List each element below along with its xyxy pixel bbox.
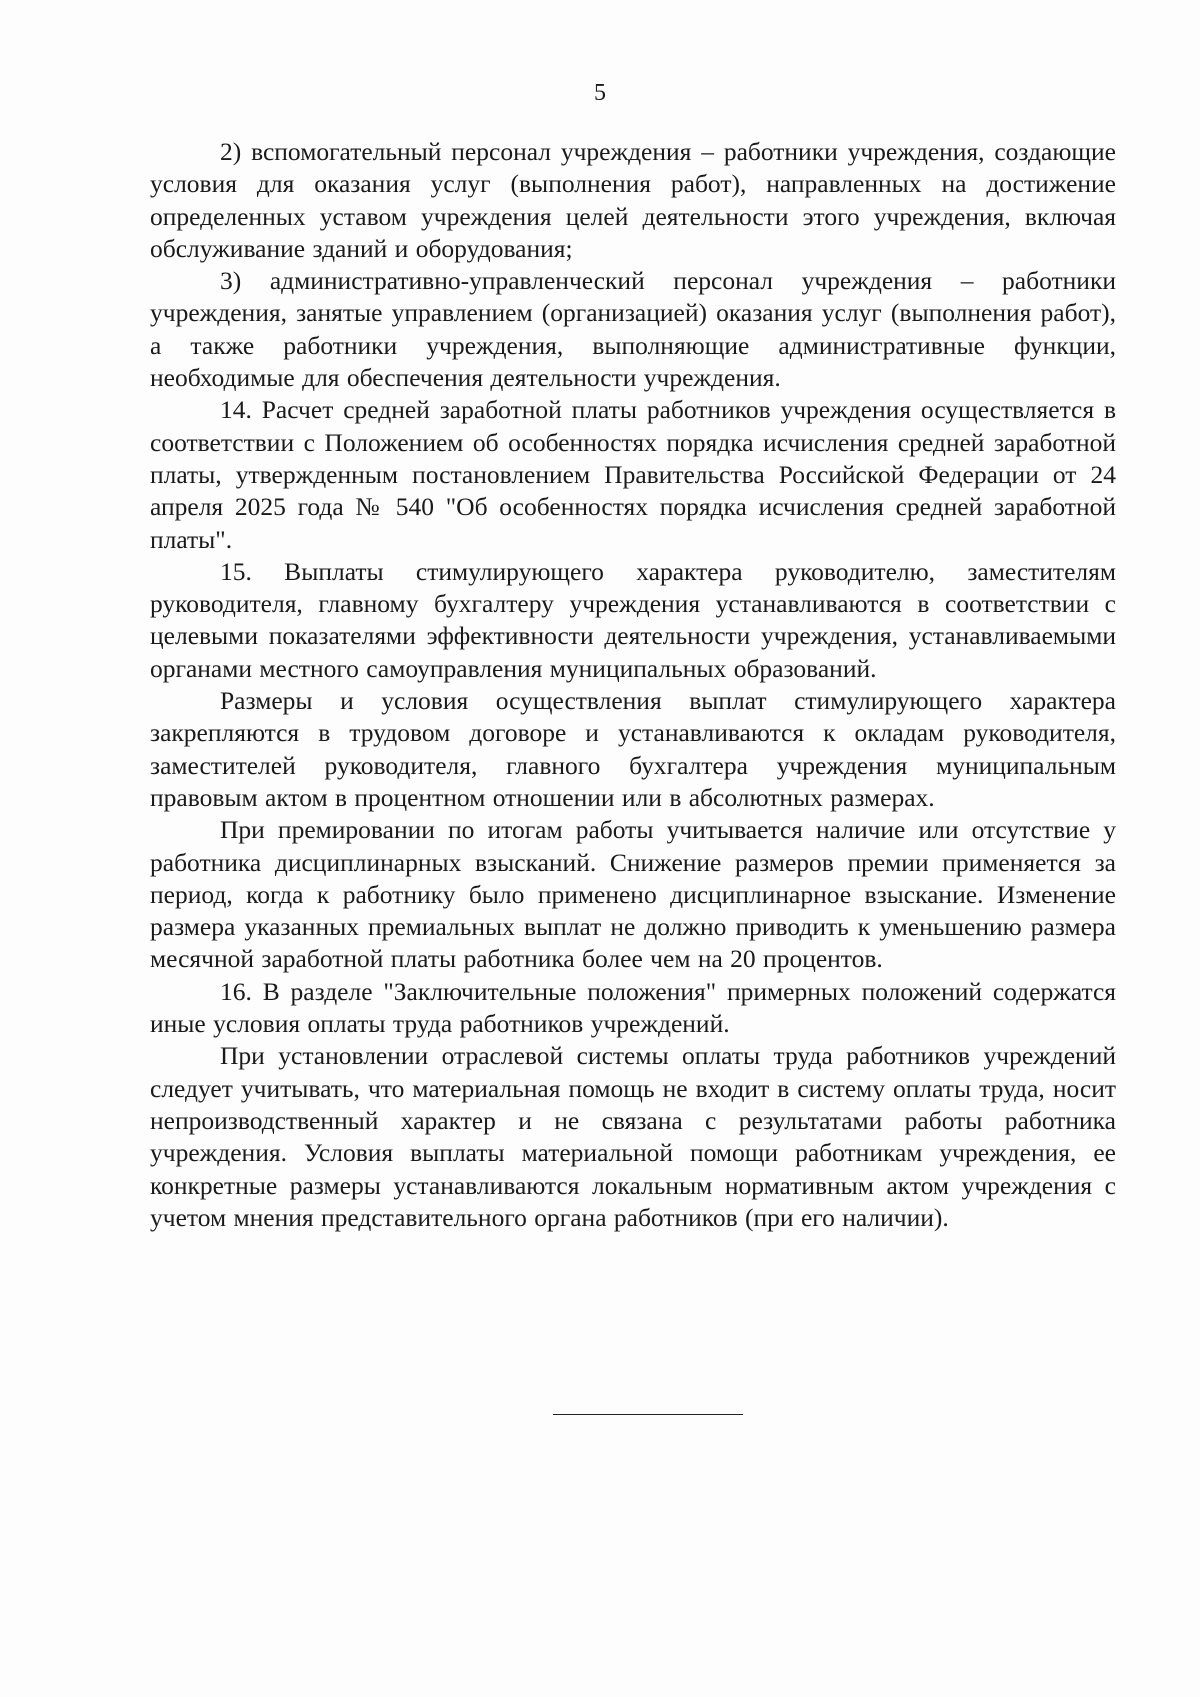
paragraph-16-final-provisions: 16. В разделе "Заключительные положения" примерных положений содержатся иные условия оплаты труда работников учреждений. <box>150 976 1116 1039</box>
paragraph-admin-staff: 3) административно-управленческий персонал учреждения – работники учреждения, занятые управлением (организацией) оказания услуг (выполнения работ), а также работники учреждения, выполняющие административные функции, необходимые для обеспечения деятельности учреждения. <box>150 266 1116 393</box>
paragraph-14-average-salary: 14. Расчет средней заработной платы работников учреждения осуществляется в соответствии с Положением об особенностях порядка исчисления средней заработной платы, утвержденным постановлением Правительства Российской Федерации от 24 апреля 2025 года № 540 "Об особенностях порядка исчисления средней заработной платы". <box>150 395 1116 554</box>
paragraph-15-incentive-payments: 15. Выплаты стимулирующего характера руководителю, заместителям руководителя, главному бухгалтеру учреждения устанавливаются в соответствии с целевыми показателями эффективности деятельности учреждения, устанавливаемыми органами местного самоуправления муниципальных образований. <box>150 556 1116 683</box>
paragraph-material-assistance: При установлении отраслевой системы оплаты труда работников учреждений следует учитывать, что материальная помощь не входит в систему оплаты труда, носит непроизводственный характер и не связана с результатами работы работника учреждения. Условия выплаты материальной помощи работникам учреждения, ее конкретные размеры устанавливаются локальным нормативным актом учреждения с учетом мнения представительного органа работников (при его наличии). <box>150 1041 1116 1232</box>
end-of-text-divider <box>553 1414 743 1415</box>
page-number: 5 <box>594 80 606 106</box>
paragraph-incentive-amounts: Размеры и условия осуществления выплат стимулирующего характера закрепляются в трудовом договоре и устанавливаются к окладам руководителя, заместителей руководителя, главного бухгалтера учреждения муниципальным правовым актом в процентном отношении или в абсолютных размерах. <box>150 686 1116 812</box>
document-body <box>150 136 1116 1234</box>
paragraph-bonuses: При премировании по итогам работы учитывается наличие или отсутствие у работника дисциплинарных взысканий. Снижение размеров премии применяется за период, когда к работнику было применено дисциплинарное взыскание. Изменение размера указанных премиальных выплат не должно приводить к уменьшению размера месячной заработной платы работника более чем на 20 процентов. <box>150 815 1116 974</box>
paragraph-support-staff: 2) вспомогательный персонал учреждения – работники учреждения, создающие условия для оказания услуг (выполнения работ), направленных на достижение определенных уставом учреждения целей деятельности этого учреждения, включая обслуживание зданий и оборудования; <box>150 137 1116 263</box>
